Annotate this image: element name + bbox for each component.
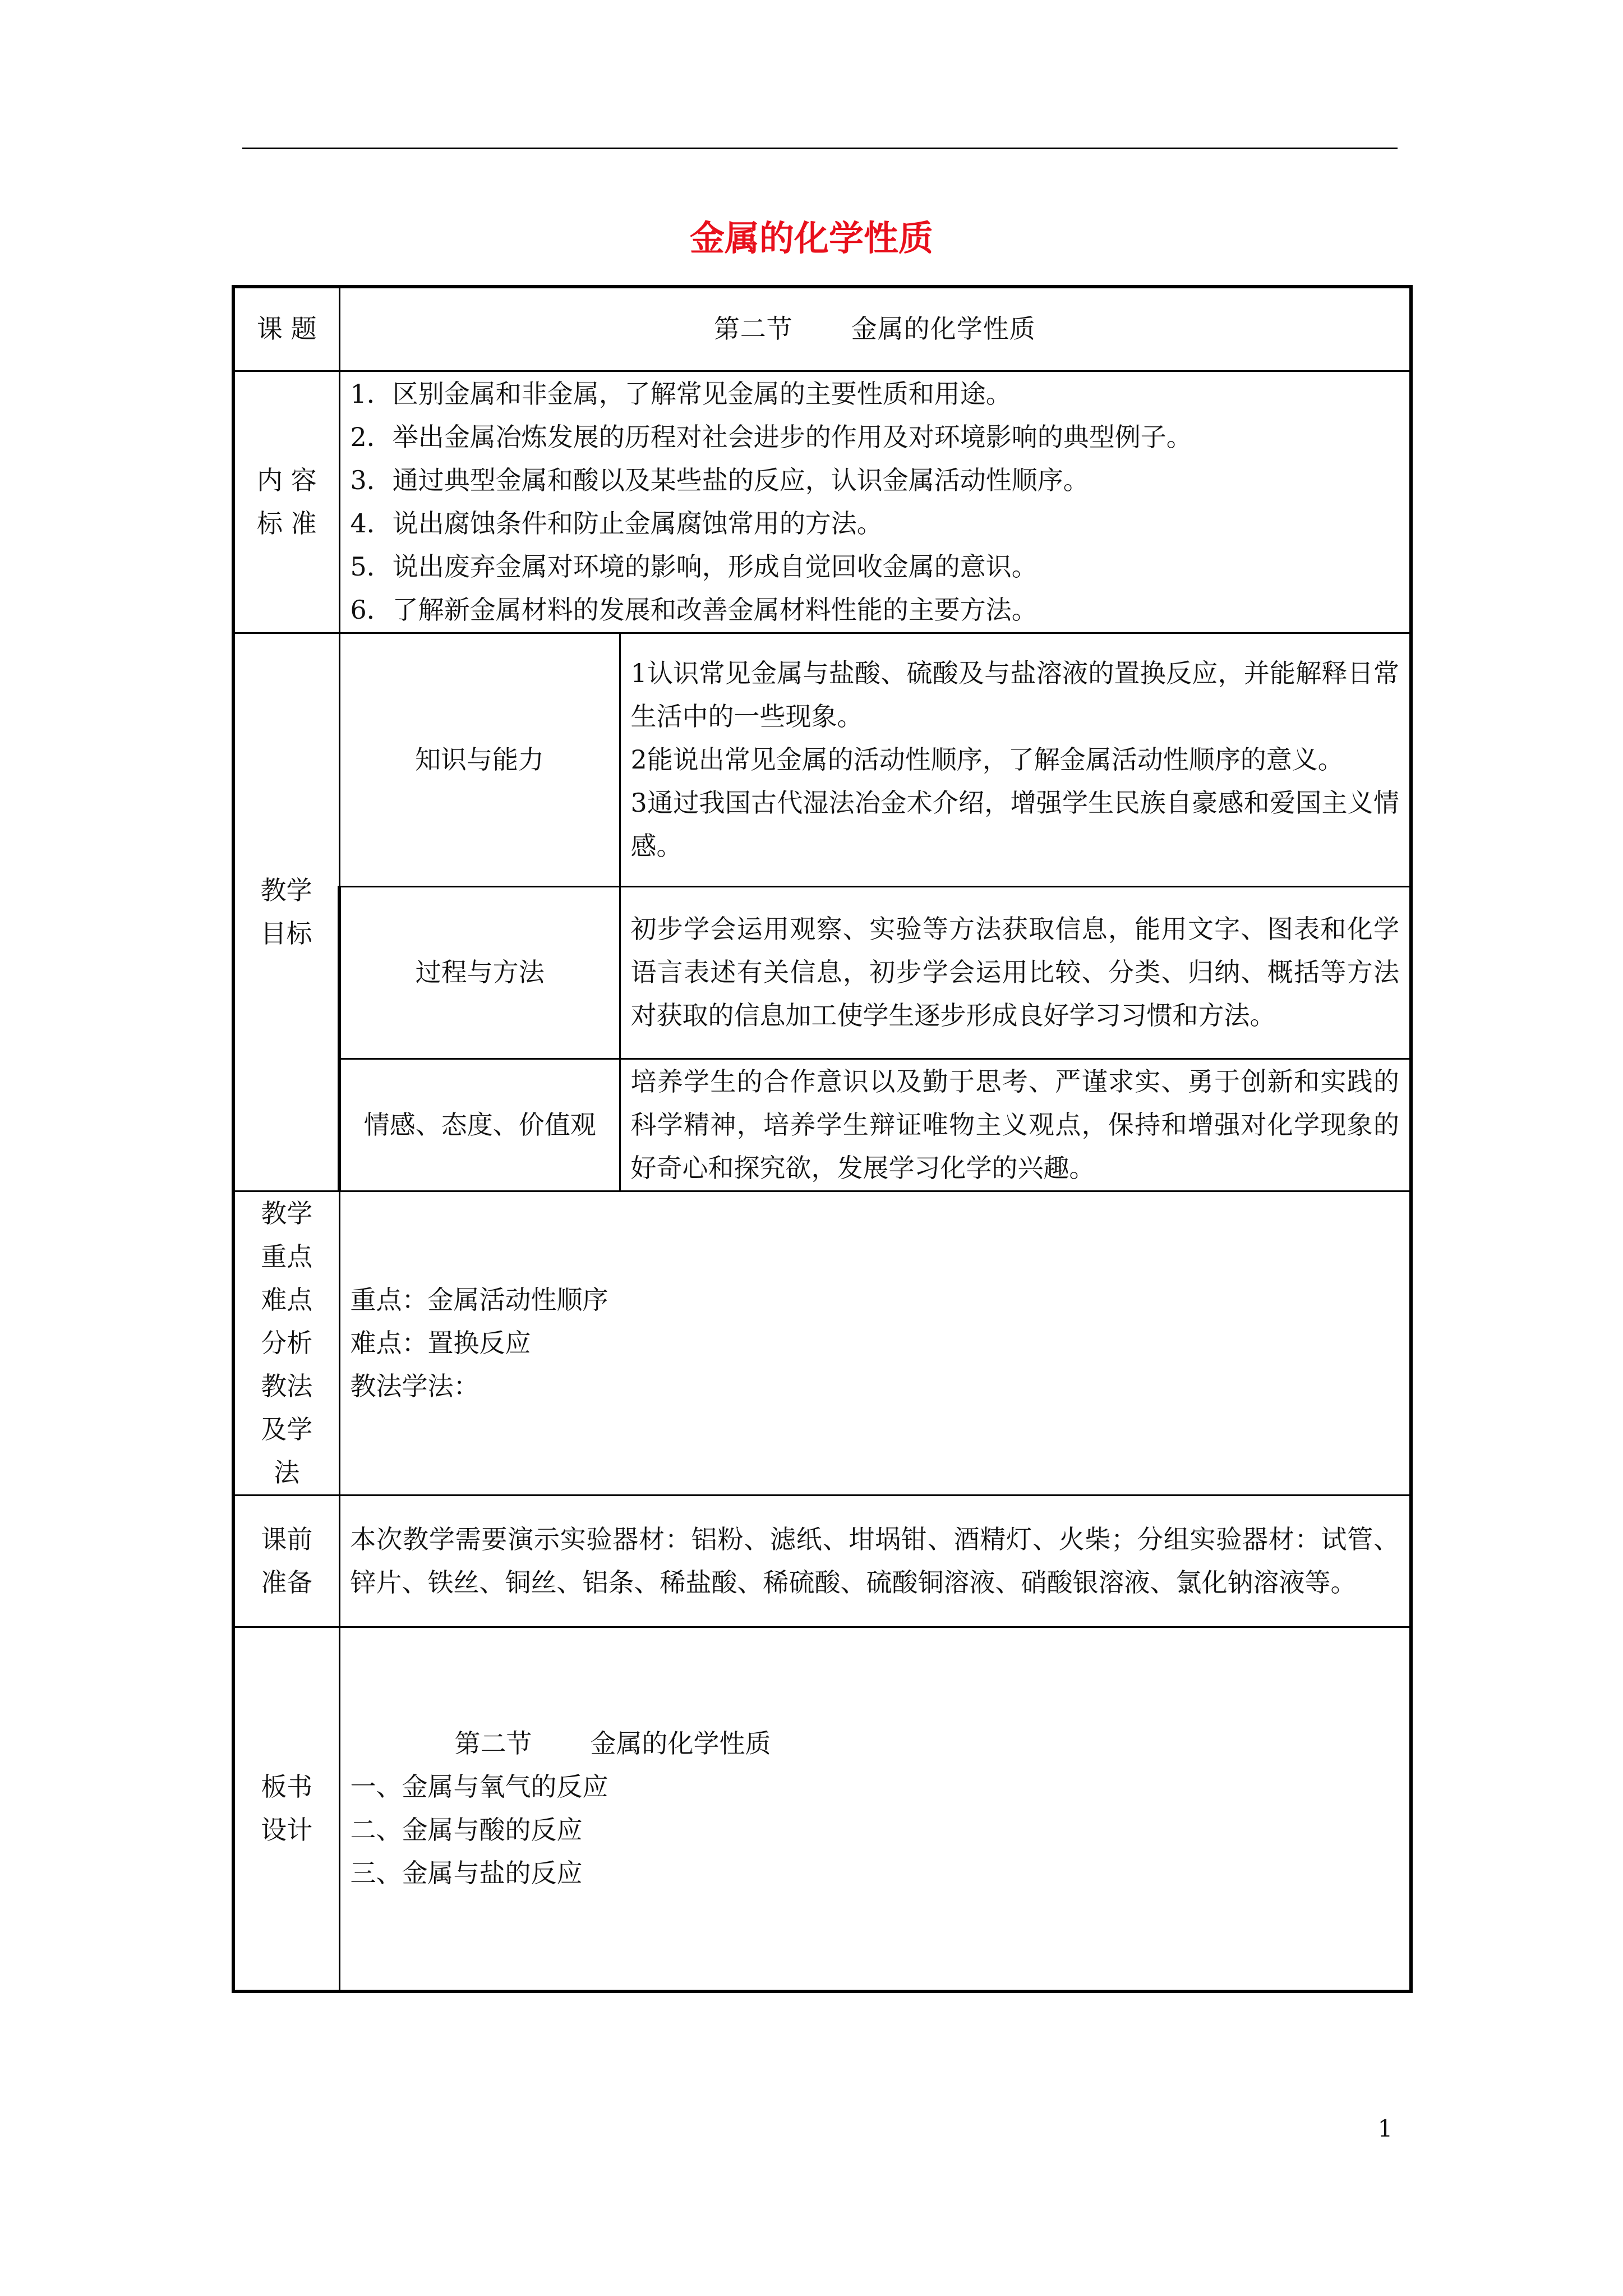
board-line: 三、金属与盐的反应 xyxy=(350,1858,583,1889)
topic-label: 课 题 xyxy=(256,314,317,344)
board-design-label-cell xyxy=(233,1627,339,1991)
key-points-label: 教法 xyxy=(261,1370,313,1401)
board-design-row xyxy=(233,1627,1411,1991)
content-standard-label: 内 容 xyxy=(256,464,317,495)
board-title-name: 金属的化学性质 xyxy=(590,1728,771,1759)
board-line: 二、金属与酸的反应 xyxy=(350,1815,583,1846)
header-rule xyxy=(242,148,1398,149)
teaching-method-line: 教法学法： xyxy=(350,1370,479,1401)
list-item: 2．举出金属冶炼发展的历程对社会进步的作用及对环境影响的典型例子。 xyxy=(350,421,1192,452)
preparation-text: 本次教学需要演示实验器材：铝粉、滤纸、坩埚钳、酒精灯、火柴；分组实验器材：试管、锌片、铁丝、铜丝、铝条、稀盐酸、稀硫酸、硫酸铜溶液、硝酸银溶液、氯化钠溶液等。 xyxy=(339,1495,1411,1627)
topic-name: 金属的化学性质 xyxy=(851,314,1036,344)
topic-row xyxy=(233,287,1411,371)
preparation-label: 准备 xyxy=(261,1567,313,1598)
key-points-label: 法 xyxy=(274,1457,300,1488)
page-number: 1 xyxy=(1377,2115,1393,2142)
list-item: 1．区别金属和非金属，了解常见金属的主要性质和用途。 xyxy=(350,378,1012,409)
difficult-point-line: 难点：置换反应 xyxy=(350,1327,531,1358)
key-points-label: 教学 xyxy=(261,1198,313,1228)
attitude-text: 培养学生的合作意识以及勤于思考、严谨求实、勇于创新和实践的科学精神，培养学生辩证唯物主义观点，保持和增强对化学现象的好奇心和探究欲，发展学习化学的兴趣。 xyxy=(620,1059,1411,1191)
list-item: 6．了解新金属材料的发展和改善金属材料性能的主要方法。 xyxy=(350,594,1038,625)
objectives-label: 教学 xyxy=(260,875,312,905)
board-title xyxy=(351,1722,1400,1765)
topic-value-cell xyxy=(339,287,1411,371)
objectives-label-cell xyxy=(233,633,339,1191)
key-points-label: 重点 xyxy=(261,1241,313,1272)
key-points-label: 分析 xyxy=(261,1327,313,1358)
content-standard-label: 标 准 xyxy=(256,508,317,539)
key-points-label-cell xyxy=(233,1191,339,1495)
board-design-content xyxy=(339,1627,1411,1991)
key-points-label: 难点 xyxy=(261,1284,313,1315)
topic-label-cell xyxy=(233,287,339,371)
list-item: 1认识常见金属与盐酸、硫酸及与盐溶液的置换反应，并能解释日常生活中的一些现象。 xyxy=(630,657,1399,731)
document-title: 金属的化学性质 xyxy=(689,218,933,259)
board-design-label: 板书 xyxy=(261,1772,313,1802)
objectives-label: 目标 xyxy=(260,918,312,949)
key-points-content xyxy=(339,1191,1411,1495)
lesson-plan-table xyxy=(232,285,1413,1993)
board-design-label: 设计 xyxy=(261,1815,313,1846)
objective-attitude-row xyxy=(233,1059,1411,1191)
preparation-label: 课前 xyxy=(261,1524,313,1554)
objective-knowledge-row xyxy=(233,633,1411,886)
knowledge-text xyxy=(620,633,1411,886)
content-standard-list xyxy=(339,371,1411,633)
attitude-label: 情感、态度、价值观 xyxy=(339,1059,620,1191)
board-line: 一、金属与氧气的反应 xyxy=(350,1772,608,1802)
key-point-line: 重点：金属活动性顺序 xyxy=(350,1284,608,1315)
key-points-label: 及学 xyxy=(261,1414,313,1444)
list-item: 3．通过典型金属和酸以及某些盐的反应，认识金属活动性顺序。 xyxy=(350,464,1089,495)
list-item: 5．说出废弃金属对环境的影响，形成自觉回收金属的意识。 xyxy=(350,551,1038,582)
knowledge-label: 知识与能力 xyxy=(339,633,620,886)
topic-section: 第二节 xyxy=(713,314,793,344)
board-title-section: 第二节 xyxy=(454,1728,532,1759)
list-item: 4．说出腐蚀条件和防止金属腐蚀常用的方法。 xyxy=(350,508,883,539)
preparation-row xyxy=(233,1495,1411,1627)
content-standard-label-cell xyxy=(233,371,339,633)
process-label: 过程与方法 xyxy=(339,886,620,1059)
content-standard-row xyxy=(233,371,1411,633)
list-item: 3通过我国古代湿法冶金术介绍，增强学生民族自豪感和爱国主义情感。 xyxy=(630,787,1399,861)
preparation-label-cell xyxy=(233,1495,339,1627)
objective-process-row xyxy=(233,886,1411,1059)
list-item: 2能说出常见金属的活动性顺序，了解金属活动性顺序的意义。 xyxy=(630,744,1344,775)
key-points-row xyxy=(233,1191,1411,1495)
process-text: 初步学会运用观察、实验等方法获取信息，能用文字、图表和化学语言表述有关信息，初步学会运用比较、分类、归纳、概括等方法对获取的信息加工使学生逐步形成良好学习习惯和方法。 xyxy=(620,886,1411,1059)
